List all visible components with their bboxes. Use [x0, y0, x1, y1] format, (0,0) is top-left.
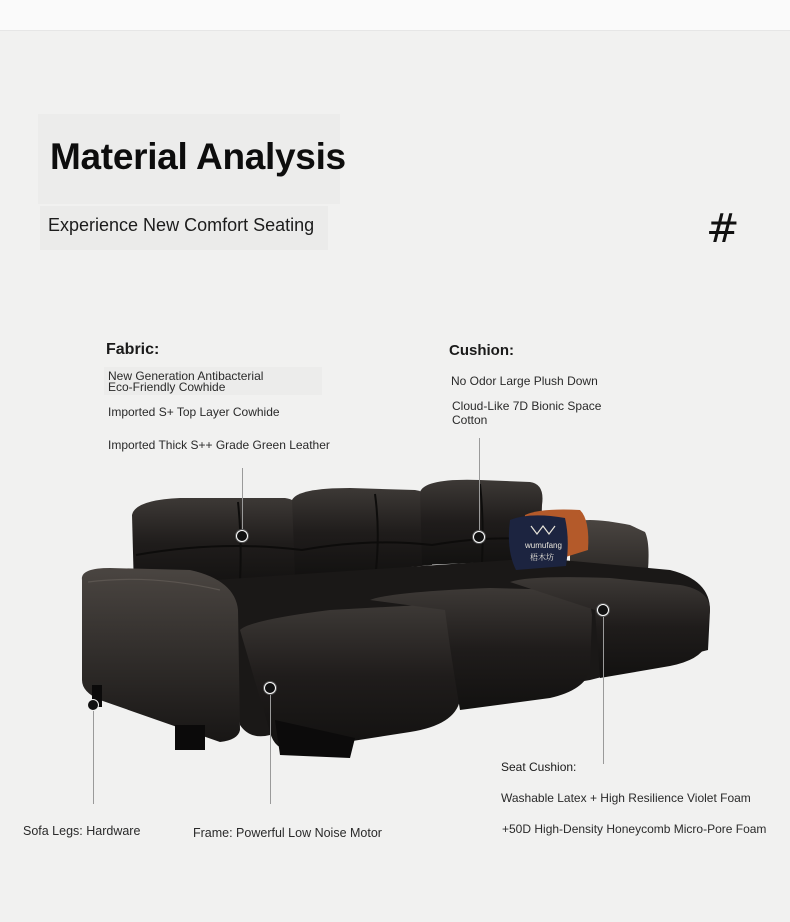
seat-cushion-item-2: +50D High-Density Honeycomb Micro-Pore Foam — [502, 822, 767, 836]
fabric-item-3: Imported Thick S++ Grade Green Leather — [108, 438, 330, 452]
page-subtitle: Experience New Comfort Seating — [48, 215, 315, 235]
frame-label: Frame: Powerful Low Noise Motor — [193, 826, 382, 840]
frame-leader-line — [270, 692, 271, 804]
pillow-brand-cn-text: 梧木坊 — [530, 553, 554, 562]
seat-cushion-item-1: Washable Latex + High Resilience Violet Foam — [501, 791, 751, 805]
cushion-marker-dot — [473, 531, 485, 543]
cushion-item-1: No Odor Large Plush Down — [451, 374, 598, 388]
seat-cushion-leader-line — [603, 614, 604, 764]
fabric-marker-dot — [236, 530, 248, 542]
sofa-legs-label: Sofa Legs: Hardware — [23, 824, 141, 838]
legs-marker-dot — [87, 699, 99, 711]
legs-leader-line — [93, 710, 94, 804]
cushion-item-2: Cloud-Like 7D Bionic Space — [452, 399, 602, 413]
cushion-heading: Cushion: — [449, 342, 514, 359]
fabric-item-2: Imported S+ Top Layer Cowhide — [108, 405, 280, 419]
fabric-heading: Fabric: — [106, 341, 160, 358]
fabric-item-1-cont: Eco-Friendly Cowhide — [108, 380, 226, 394]
page-title: Material Analysis — [50, 136, 346, 177]
fabric-leader-line — [242, 468, 243, 534]
seat-cushion-marker-dot — [597, 604, 609, 616]
hash-symbol: # — [706, 206, 740, 252]
frame-marker-dot — [264, 682, 276, 694]
fabric-item-1: New Generation Antibacterial — [108, 369, 264, 383]
leather-sofa-illustration — [70, 470, 720, 770]
cushion-item-2-cont: Cotton — [452, 413, 488, 427]
cushion-leader-line — [479, 438, 480, 534]
pillow-brand-text: wumufang — [525, 541, 562, 550]
top-strip — [0, 0, 790, 31]
seat-cushion-heading: Seat Cushion: — [501, 760, 577, 774]
